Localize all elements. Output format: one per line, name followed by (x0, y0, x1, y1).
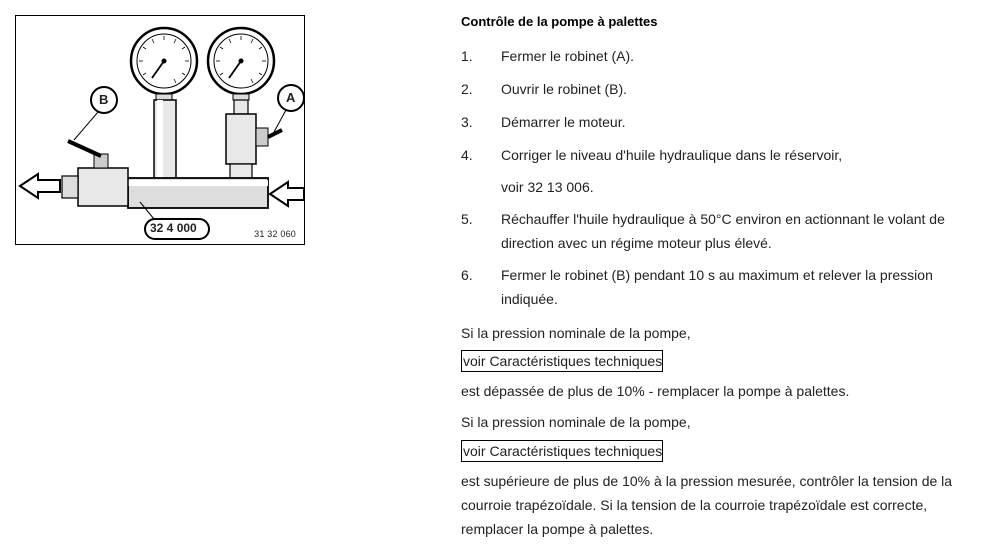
callout-b-label: B (99, 92, 109, 107)
step-number: 5. (461, 211, 473, 227)
step-text: Fermer le robinet (B) pendant 10 s au maximum et relever la pression indiquée. (501, 267, 933, 307)
step-text: Corriger le niveau d'huile hydraulique dans le réservoir, (501, 147, 843, 163)
step-number: 3. (461, 114, 473, 130)
pressure-gauge-diagram (16, 16, 306, 246)
step-number: 4. (461, 147, 473, 163)
step-number: 1. (461, 48, 473, 64)
step-text: Ouvrir le robinet (B). (501, 81, 628, 97)
result-paragraph: est supérieure de plus de 10% à la pression mesurée, contrôler la tension de la courroie trapézoïdale. Si la tension de la courroie trapézoïdale est correcte, remplacer la pompe à palettes. (461, 473, 953, 537)
pressure-gauge-right-icon (208, 28, 274, 100)
tool-number-label: 32 4 000 (150, 221, 197, 235)
tech-specs-link[interactable]: voir Caractéristiques techniques (461, 440, 663, 462)
callout-a-label: A (286, 90, 296, 105)
condition-paragraph: Si la pression nominale de la pompe, (461, 414, 691, 430)
figure-number: 31 32 060 (254, 229, 296, 239)
step-text: Démarrer le moteur. (501, 114, 626, 130)
step-text: Réchauffer l'huile hydraulique à 50°C environ en actionnant le volant de direction avec un régime moteur plus élevé. (501, 211, 945, 251)
tech-specs-link[interactable]: voir Caractéristiques techniques (461, 350, 663, 372)
page-title: Contrôle de la pompe à palettes (461, 14, 658, 29)
result-paragraph: est dépassée de plus de 10% - remplacer la pompe à palettes. (461, 383, 850, 399)
step-text: Fermer le robinet (A). (501, 48, 635, 64)
step-text: voir 32 13 006. (501, 179, 594, 195)
pump-test-illustration (15, 15, 305, 245)
pressure-gauge-left-icon (131, 28, 197, 100)
step-number: 2. (461, 81, 473, 97)
step-number: 6. (461, 267, 473, 283)
condition-paragraph: Si la pression nominale de la pompe, (461, 325, 691, 341)
